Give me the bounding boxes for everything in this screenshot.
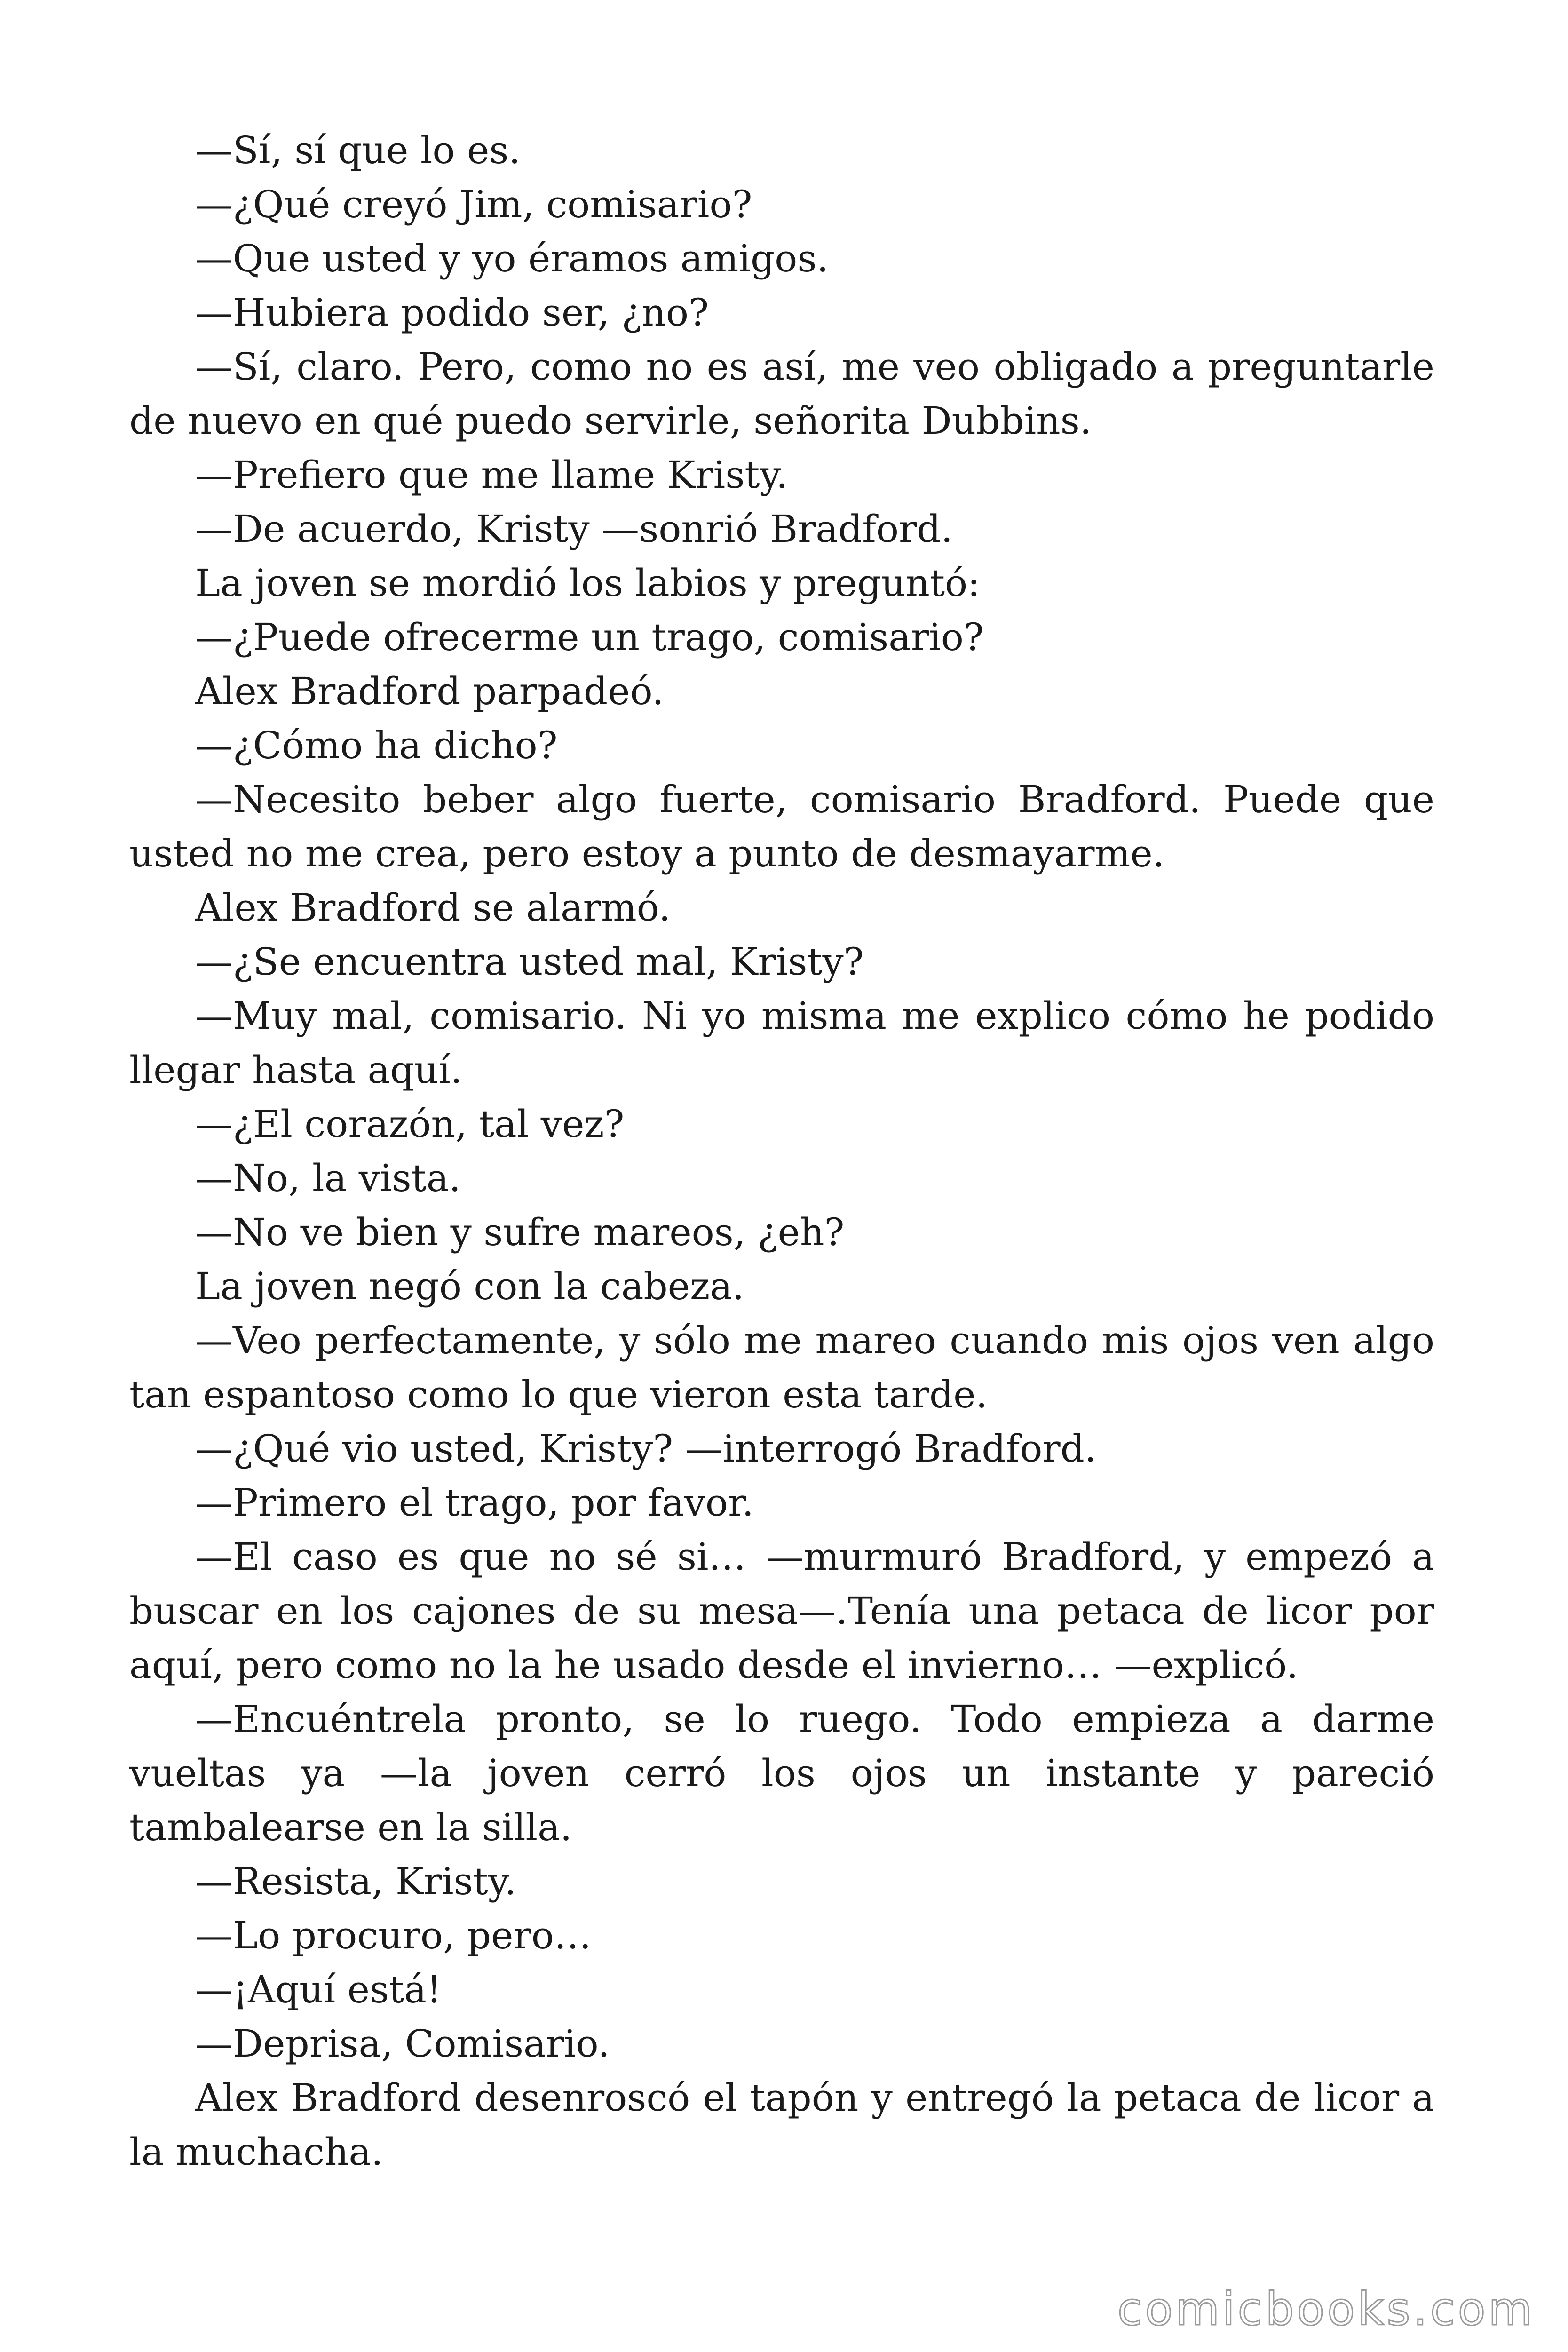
paragraph: —¿Cómo ha dicho?: [195, 723, 558, 767]
paragraph: —El caso es que no sé si… —murmuró Bradford, y empezó a buscar en los cajones de su mesa—.Tenía una petaca de licor por aquí, pero como no la he usado desde el invierno… —explicó.: [129, 1535, 1434, 1687]
paragraph: —Muy mal, comisario. Ni yo misma me explico cómo he podido llegar hasta aquí.: [129, 994, 1434, 1092]
paragraph: —Veo perfectamente, y sólo me mareo cuando mis ojos ven algo tan espantoso como lo que vieron esta tarde.: [129, 1319, 1434, 1416]
paragraph: —No ve bien y sufre mareos, ¿eh?: [195, 1210, 845, 1254]
paragraph: —¿Qué vio usted, Kristy? —interrogó Bradford.: [195, 1427, 1097, 1470]
paragraph: —De acuerdo, Kristy —sonrió Bradford.: [195, 507, 953, 551]
paragraph: —Resista, Kristy.: [195, 1859, 516, 1903]
paragraph: —Hubiera podido ser, ¿no?: [195, 291, 709, 334]
paragraph: —Prefiero que me llame Kristy.: [195, 453, 788, 497]
paragraph: —Encuéntrela pronto, se lo ruego. Todo empieza a darme vueltas ya —la joven cerró los ojos un instante y pareció tambalearse en la silla.: [129, 1697, 1434, 1849]
paragraph: —No, la vista.: [195, 1156, 461, 1200]
paragraph: La joven negó con la cabeza.: [195, 1264, 744, 1308]
paragraph: —Lo procuro, pero…: [195, 1914, 592, 1957]
paragraph: —Sí, claro. Pero, como no es así, me veo obligado a preguntarle de nuevo en qué puedo servirle, señorita Dubbins.: [129, 345, 1434, 443]
paragraph: Alex Bradford parpadeó.: [195, 669, 664, 713]
paragraph: —¡Aquí está!: [195, 1968, 442, 2011]
paragraph: La joven se mordió los labios y preguntó:: [195, 561, 981, 605]
paragraph: —Primero el trago, por favor.: [195, 1481, 754, 1525]
watermark: comicbooks.com: [1117, 2283, 1535, 2336]
paragraph: —¿Puede ofrecerme un trago, comisario?: [195, 615, 984, 659]
paragraph: Alex Bradford se alarmó.: [195, 886, 671, 930]
book-page-text: [129, 123, 1434, 2179]
paragraph: Alex Bradford desenroscó el tapón y entregó la petaca de licor a la muchacha.: [129, 2076, 1434, 2174]
paragraph: —¿Qué creyó Jim, comisario?: [195, 183, 752, 226]
paragraph: —¿Se encuentra usted mal, Kristy?: [195, 940, 864, 984]
paragraph: —Que usted y yo éramos amigos.: [195, 237, 829, 280]
paragraph: —Sí, sí que lo es.: [195, 128, 521, 172]
paragraph: —Deprisa, Comisario.: [195, 2022, 610, 2066]
paragraph: —¿El corazón, tal vez?: [195, 1102, 625, 1146]
paragraph: —Necesito beber algo fuerte, comisario Bradford. Puede que usted no me crea, pero estoy a punto de desmayarme.: [129, 778, 1434, 875]
